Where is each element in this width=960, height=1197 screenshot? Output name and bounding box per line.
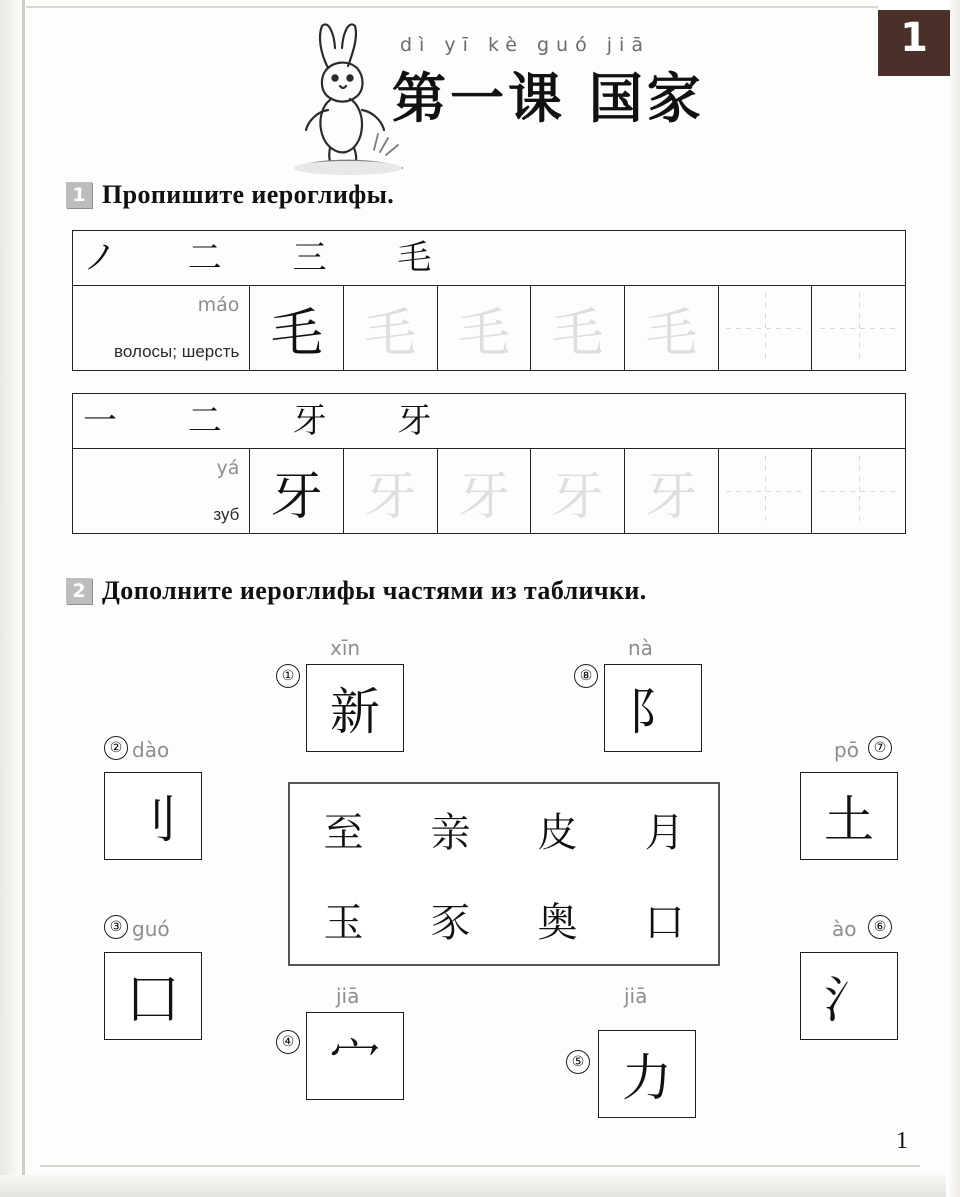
exercise-1-instruction: Пропишите иероглифы. — [102, 180, 395, 209]
item-5-answer-box[interactable]: 力 — [598, 1030, 696, 1118]
trace-cell[interactable]: 牙 — [344, 449, 438, 534]
bank-part[interactable]: 玉 — [323, 899, 364, 946]
bottom-rule — [40, 1165, 920, 1167]
exercise-2-number: 2 — [66, 578, 92, 604]
item-4-answer-box[interactable]: 宀 — [306, 1012, 404, 1100]
bank-part[interactable]: 奥 — [537, 899, 578, 946]
practice-row — [73, 449, 906, 534]
trace-cell[interactable]: 牙 — [531, 449, 625, 534]
pinyin-ya: yá — [216, 457, 240, 479]
stroke-order-row — [73, 394, 906, 449]
item-2-pinyin: dào — [132, 738, 170, 762]
item-3-number: ③ — [104, 915, 128, 939]
writing-table-mao — [72, 230, 906, 371]
item-7-number: ⑦ — [868, 736, 892, 760]
exercise-1-heading — [66, 180, 394, 210]
stroke-order-ya: 一 二 牙 牙 — [73, 394, 906, 449]
lesson-header — [250, 14, 720, 174]
item-7-pinyin: pō — [834, 738, 859, 762]
item-4-number: ④ — [276, 1030, 300, 1054]
translation-ya: зуб — [213, 505, 240, 524]
item-8-pinyin: nà — [628, 636, 653, 660]
model-character-mao: 毛 — [250, 286, 344, 371]
pinyin-mao: máo — [197, 294, 240, 316]
stroke-order-row — [73, 231, 906, 286]
stroke-order-mao: ノ 二 三 毛 — [73, 231, 906, 286]
trace-cell[interactable]: 毛 — [437, 286, 531, 371]
chapter-tab-number: 1 — [900, 15, 928, 61]
item-4-pinyin: jiā — [336, 984, 360, 1008]
bank-part[interactable]: 豕 — [430, 899, 471, 946]
item-8-answer-box[interactable]: 阝 — [604, 664, 702, 752]
chapter-tab — [878, 0, 950, 76]
empty-practice-cell[interactable] — [718, 449, 812, 534]
item-6-number: ⑥ — [868, 915, 892, 939]
page-bottom-edge — [0, 1175, 960, 1197]
bank-part[interactable]: 皮 — [537, 809, 578, 856]
bank-part[interactable]: 亲 — [430, 809, 471, 856]
exercise-2-heading — [66, 576, 647, 606]
empty-practice-cell[interactable] — [718, 286, 812, 371]
trace-cell[interactable]: 牙 — [625, 449, 719, 534]
top-rule — [26, 6, 886, 8]
exercise-1-number: 1 — [66, 182, 92, 208]
empty-practice-cell[interactable] — [812, 449, 906, 534]
bank-part[interactable]: 月 — [644, 809, 685, 856]
lesson-pinyin: dì yī kè guó jiā — [400, 34, 650, 56]
practice-row — [73, 286, 906, 371]
translation-mao: волосы; шерсть — [114, 342, 240, 361]
trace-cell[interactable]: 毛 — [531, 286, 625, 371]
item-1-number: ① — [276, 664, 300, 688]
item-6-answer-box[interactable]: 氵 — [800, 952, 898, 1040]
writing-table-ya — [72, 393, 906, 534]
item-1-pinyin: xīn — [330, 636, 361, 660]
parts-bank-row-1 — [290, 784, 718, 874]
character-label-ya — [73, 449, 250, 534]
exercise-2-instruction: Дополните иероглифы частями из таблички. — [102, 576, 647, 605]
bank-part[interactable]: 口 — [644, 899, 685, 946]
model-character-ya: 牙 — [250, 449, 344, 534]
bank-part[interactable]: 至 — [323, 809, 364, 856]
empty-practice-cell[interactable] — [812, 286, 906, 371]
item-7-answer-box[interactable]: 土 — [800, 772, 898, 860]
item-5-number: ⑤ — [566, 1050, 590, 1074]
parts-bank — [288, 782, 720, 966]
item-3-pinyin: guó — [132, 917, 170, 941]
page-right-edge — [946, 0, 960, 1197]
item-1-answer-box[interactable]: 新 — [306, 664, 404, 752]
page-binding-line — [22, 0, 25, 1197]
item-5-pinyin: jiā — [624, 984, 648, 1008]
trace-cell[interactable]: 毛 — [344, 286, 438, 371]
page-number: 1 — [896, 1128, 908, 1154]
lesson-title: 第一课 国家 — [392, 67, 705, 130]
character-label-mao — [73, 286, 250, 371]
trace-cell[interactable]: 毛 — [625, 286, 719, 371]
item-6-pinyin: ào — [832, 917, 857, 941]
item-3-answer-box[interactable]: 囗 — [104, 952, 202, 1040]
item-2-number: ② — [104, 736, 128, 760]
trace-cell[interactable]: 牙 — [437, 449, 531, 534]
parts-bank-row-2 — [290, 874, 718, 964]
item-8-number: ⑧ — [574, 664, 598, 688]
item-2-answer-box[interactable]: 刂 — [104, 772, 202, 860]
chapter-tab-highlight — [878, 0, 950, 10]
